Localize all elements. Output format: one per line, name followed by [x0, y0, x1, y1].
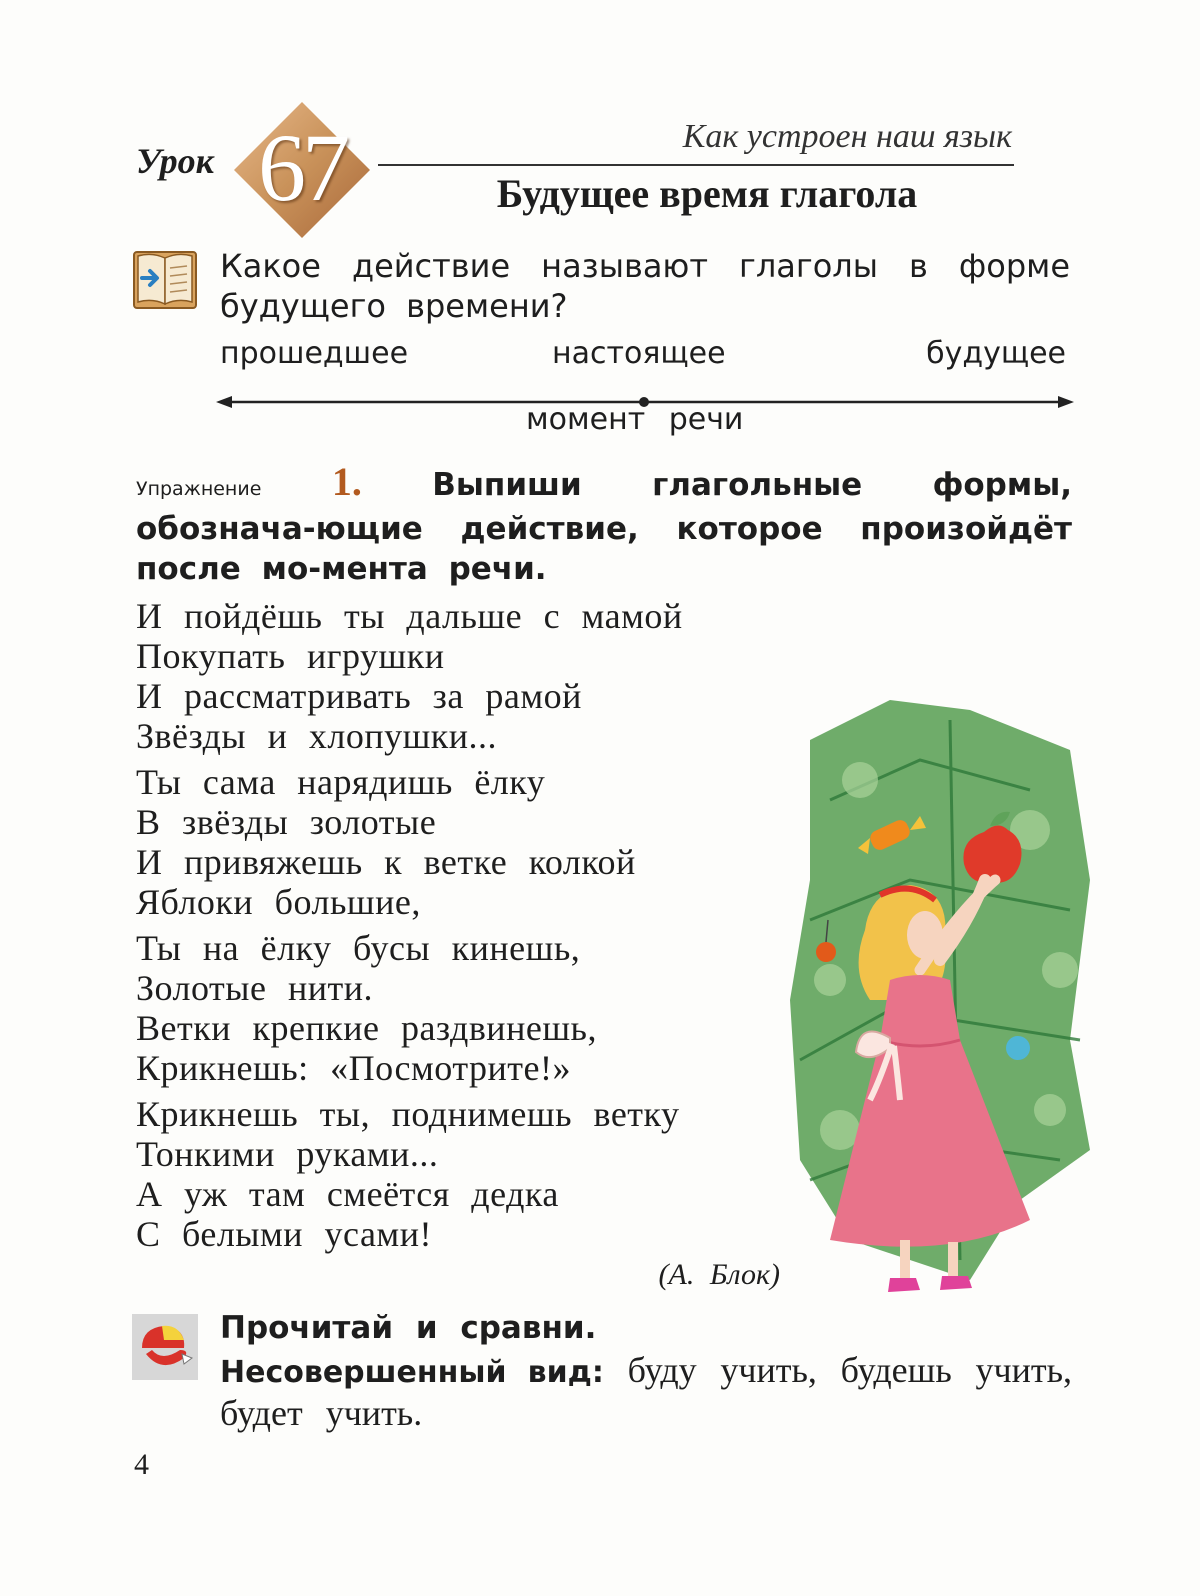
timeline-past: прошедшее	[220, 336, 409, 371]
timeline-present: настоящее	[552, 336, 726, 371]
poem-line: В звёзды золотые	[136, 802, 437, 842]
question-text: Какое действие называют глаголы в форме будущего времени?	[220, 247, 1070, 325]
compare-text: буду учить, будешь учить, будет учить.	[220, 1350, 1073, 1433]
poem-line: Ты на ёлку бусы кинешь,	[136, 928, 581, 968]
exercise-1	[136, 459, 1073, 589]
poem-line: Звёзды и хлопушки...	[136, 716, 498, 756]
compare-body	[220, 1350, 1072, 1433]
poem-line: Крикнешь ты, поднимешь ветку	[136, 1094, 680, 1134]
timeline-moment: момент речи	[526, 402, 744, 437]
poem-line: И привяжешь к ветке колкой	[136, 842, 636, 882]
poem-line: И рассматривать за рамой	[136, 676, 582, 716]
poem-line: С белыми усами!	[136, 1214, 432, 1254]
poem-stanza	[136, 928, 796, 1088]
lesson-label: Урок	[136, 141, 214, 181]
poem-line: Ветки крепкие раздвинешь,	[136, 1008, 597, 1048]
exercise-label: Упражнение	[136, 478, 262, 500]
section-title: Как устроен наш язык	[682, 118, 1012, 155]
exercise-text: Выпиши глагольные формы, обознача-ющие действие, которое произойдёт после мо-мента речи.	[136, 467, 1073, 587]
poem-line: Яблоки большие,	[136, 882, 421, 922]
poem-line: Тонкими руками...	[136, 1134, 439, 1174]
poem-line: Ты сама нарядишь ёлку	[136, 762, 546, 802]
poem-stanza	[136, 596, 796, 756]
header-divider	[378, 164, 1014, 166]
lesson-number: 67	[258, 114, 346, 221]
poem-line: И пойдёшь ты дальше с мамой	[136, 596, 683, 636]
read-compare-icon	[132, 1314, 198, 1380]
poem-line: Золотые нити.	[136, 968, 373, 1008]
page-number: 4	[134, 1448, 149, 1481]
poem-line: Крикнешь: «Посмотрите!»	[136, 1048, 571, 1088]
compare-heading: Прочитай и сравни.	[220, 1310, 597, 1346]
timeline-future: будущее	[926, 336, 1066, 371]
poem-line: Покупать игрушки	[136, 636, 445, 676]
compare-label: Несовершенный вид:	[220, 1355, 604, 1390]
poem-stanza	[136, 762, 796, 922]
book-arrow-icon	[132, 246, 198, 312]
girl-christmas-tree-illustration	[770, 680, 1100, 1310]
poem-line: А уж там смеётся дедка	[136, 1174, 559, 1214]
exercise-number: 1.	[331, 459, 362, 504]
poem-stanza	[136, 1094, 796, 1254]
poem-author: (А. Блок)	[658, 1258, 780, 1291]
page-title: Будущее время глагола	[496, 171, 918, 216]
